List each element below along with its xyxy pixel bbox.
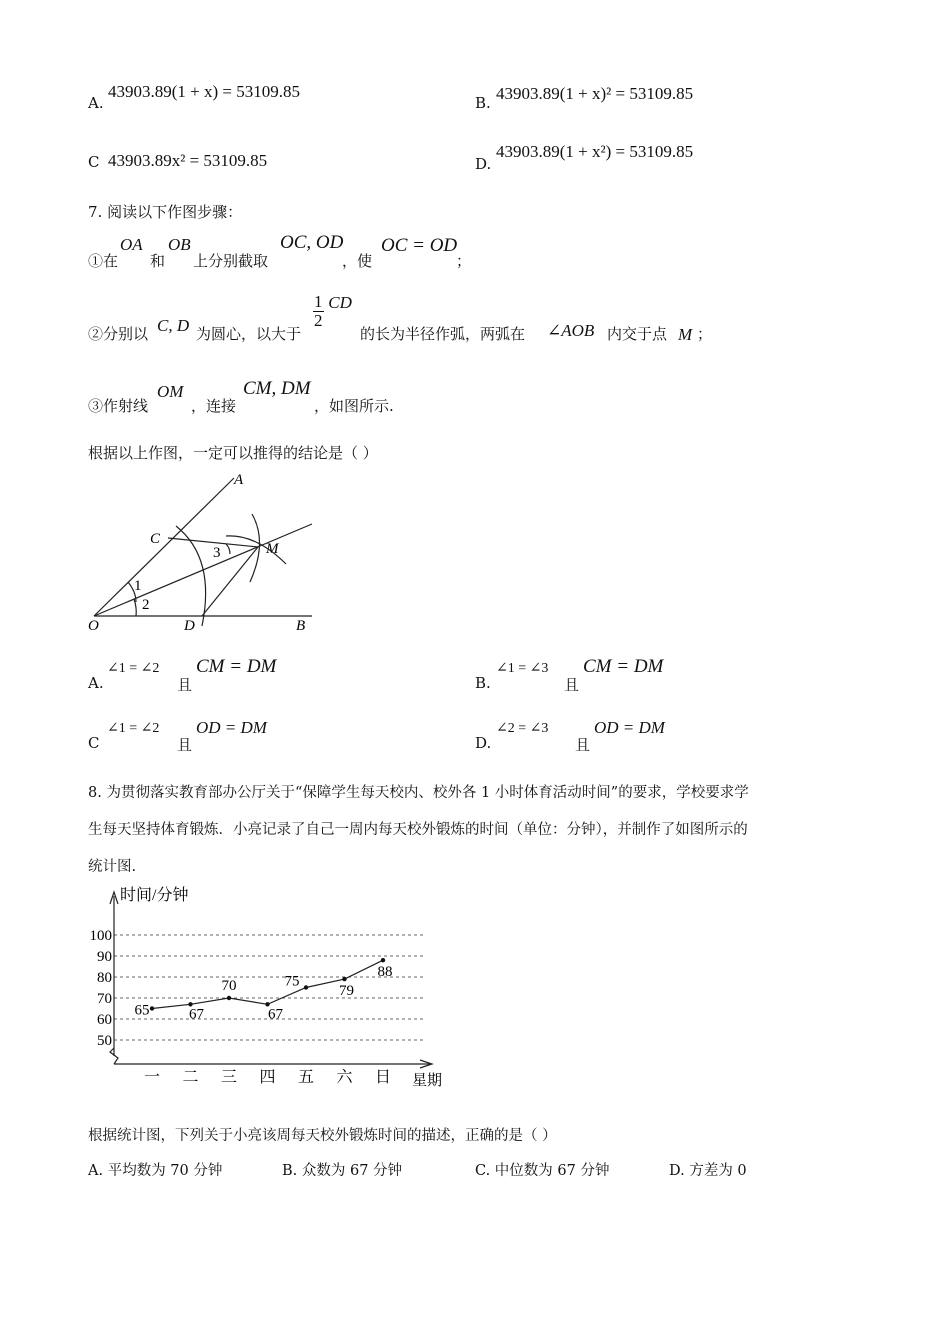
q7-step2-end: ； (697, 325, 713, 343)
q8-option-d: D. 方差为 0 (669, 1163, 747, 1179)
q6-option-c (88, 153, 99, 171)
label-c: C (150, 531, 161, 547)
option-label: D. (475, 155, 492, 173)
x-tick-label: 六 (336, 1069, 353, 1086)
q8-option-c: C. 中位数为 67 分钟 (475, 1163, 610, 1179)
data-label: 75 (284, 973, 300, 990)
y-tick-label: 80 (97, 970, 112, 986)
q8-option-a: A. 平均数为 70 分钟 (88, 1163, 223, 1179)
q7-step2-angle: ∠AOB (547, 321, 595, 340)
y-tick-label: 100 (89, 928, 112, 944)
fraction-denominator: 2 (314, 310, 323, 330)
chart-xlabel: 星期 (412, 1073, 443, 1089)
q7-option-d-angle: ∠2 = ∠3 (496, 721, 549, 736)
q7-step2-mid3: 内交于点 (607, 325, 668, 343)
data-label: 70 (221, 978, 237, 994)
y-tick-label: 70 (97, 991, 112, 1007)
label-d: D (184, 618, 195, 634)
q6-option-b-expr: 43903.89(1 + x)² = 53109.85 (496, 84, 694, 103)
fraction-numerator: 1 (314, 292, 323, 311)
data-label: 65 (134, 1002, 150, 1019)
angle-construction-figure (80, 470, 330, 640)
q7-option-d-eq: OD = DM (594, 718, 665, 737)
q7-step2-prefix: ②分别以 (88, 325, 149, 343)
option-label: B. (475, 94, 491, 112)
label-o: O (88, 618, 99, 634)
q7-option-a-eq: CM = DM (196, 656, 277, 677)
data-point (342, 977, 346, 981)
x-tick-label: 日 (374, 1069, 392, 1086)
q7-option-b-eq: CM = DM (583, 656, 664, 677)
q6-option-d (475, 155, 491, 173)
q7-step2-fraction (313, 293, 352, 330)
q7-step1-end: ； (456, 252, 472, 270)
q7-step3-om: OM (157, 382, 184, 401)
q7-step3-cmdm: CM, DM (243, 378, 311, 399)
q7-step1-eq: OC = OD (381, 235, 458, 256)
q7-option-b-and: 且 (564, 676, 580, 694)
data-label: 67 (268, 1006, 283, 1023)
q7-step1-ocod: OC, OD (280, 232, 344, 253)
y-tick-labels (90, 928, 113, 1049)
q7-step1-oa: OA (120, 235, 143, 254)
q6-option-a (88, 94, 104, 112)
chart-ylabel: 时间/分钟 (120, 887, 189, 904)
q7-step2-m: M (678, 325, 693, 344)
q7-option-d-label: D. (475, 734, 492, 752)
q7-option-c-angle: ∠1 = ∠2 (107, 721, 160, 736)
q7-step1-ob: OB (168, 235, 191, 254)
exercise-time-line-chart (80, 878, 460, 1093)
data-point (381, 958, 385, 962)
q7-step2-mid: 为圆心，以大于 (196, 325, 302, 343)
q6-option-c-expr: 43903.89x² = 53109.85 (108, 151, 268, 170)
label-m: M (266, 541, 279, 557)
q6-option-d-expr: 43903.89(1 + x²) = 53109.85 (496, 142, 694, 161)
q8-question: 根据统计图，下列关于小亮该周每天校外锻炼时间的描述，正确的是（ ） (88, 1128, 557, 1144)
y-tick-label: 60 (97, 1012, 112, 1028)
q7-option-a-and: 且 (177, 676, 193, 694)
q7-question: 根据以上作图，一定可以推得的结论是（ ） (88, 444, 378, 462)
data-label: 88 (377, 964, 393, 981)
x-tick-label: 三 (220, 1069, 238, 1086)
q7-step2-cd: C, D (157, 316, 190, 335)
q7-step1-make: ，使 (342, 252, 373, 270)
y-tick-label: 90 (97, 949, 112, 965)
angle-mark-3 (226, 544, 230, 554)
label-angle-3: 3 (213, 545, 221, 561)
label-angle-2: 2 (142, 597, 150, 613)
q7-step3-end: ，如图所示. (314, 397, 394, 415)
q8-line1: 8. 为贯彻落实教育部办公厅关于“保障学生每天校内、校外各 1 小时体育活动时间”的要求，学校要求学 (88, 785, 749, 801)
label-a: A (234, 472, 244, 488)
q7-option-c-and: 且 (177, 736, 193, 754)
label-angle-1: 1 (134, 578, 142, 594)
q8-line2: 生每天坚持体育锻炼．小亮记录了自己一周内每天校外锻炼的时间（单位：分钟），并制作了如图所示的 (88, 822, 748, 838)
x-tick-label: 五 (297, 1069, 315, 1086)
chart-series (135, 958, 393, 1022)
option-label: A. (88, 94, 104, 112)
x-tick-labels (144, 1068, 391, 1086)
q7-option-c-label: C (88, 734, 100, 752)
q7-step3-mid: ，连接 (191, 397, 237, 415)
q7-option-b-label: B. (475, 674, 491, 692)
q7-stem: 7. 阅读以下作图步骤： (88, 203, 243, 221)
data-point (227, 996, 231, 1000)
data-point (304, 985, 308, 989)
option-label: C (88, 153, 100, 171)
q8-option-b: B. 众数为 67 分钟 (282, 1163, 403, 1179)
fraction-tail: CD (328, 293, 352, 312)
q7-step1-mid: 上分别截取 (193, 252, 269, 270)
x-tick-label: 一 (143, 1069, 161, 1086)
q7-option-b-angle: ∠1 = ∠3 (496, 661, 549, 676)
y-tick-label: 50 (97, 1033, 112, 1049)
q6-option-a-expr: 43903.89(1 + x) = 53109.85 (108, 82, 300, 101)
q7-option-a-angle: ∠1 = ∠2 (107, 661, 160, 676)
q7-step3-prefix: ③作射线 (88, 397, 149, 415)
q7-step1-prefix: ①在 (88, 252, 119, 270)
data-point (150, 1006, 154, 1010)
q7-step1-and: 和 (150, 252, 166, 270)
q8-line3: 统计图. (88, 859, 137, 875)
chart-gridlines (114, 935, 424, 1040)
x-tick-label: 二 (182, 1069, 199, 1086)
x-tick-label: 四 (259, 1069, 276, 1086)
q7-option-c-eq: OD = DM (196, 718, 267, 737)
q7-option-d-and: 且 (575, 736, 591, 754)
data-label: 67 (189, 1006, 204, 1023)
label-b: B (296, 618, 306, 634)
q7-option-a-label: A. (88, 674, 104, 692)
q6-option-b (475, 94, 491, 112)
q7-step2-mid2: 的长为半径作弧，两弧在 (360, 325, 526, 343)
data-label: 79 (339, 983, 354, 1000)
